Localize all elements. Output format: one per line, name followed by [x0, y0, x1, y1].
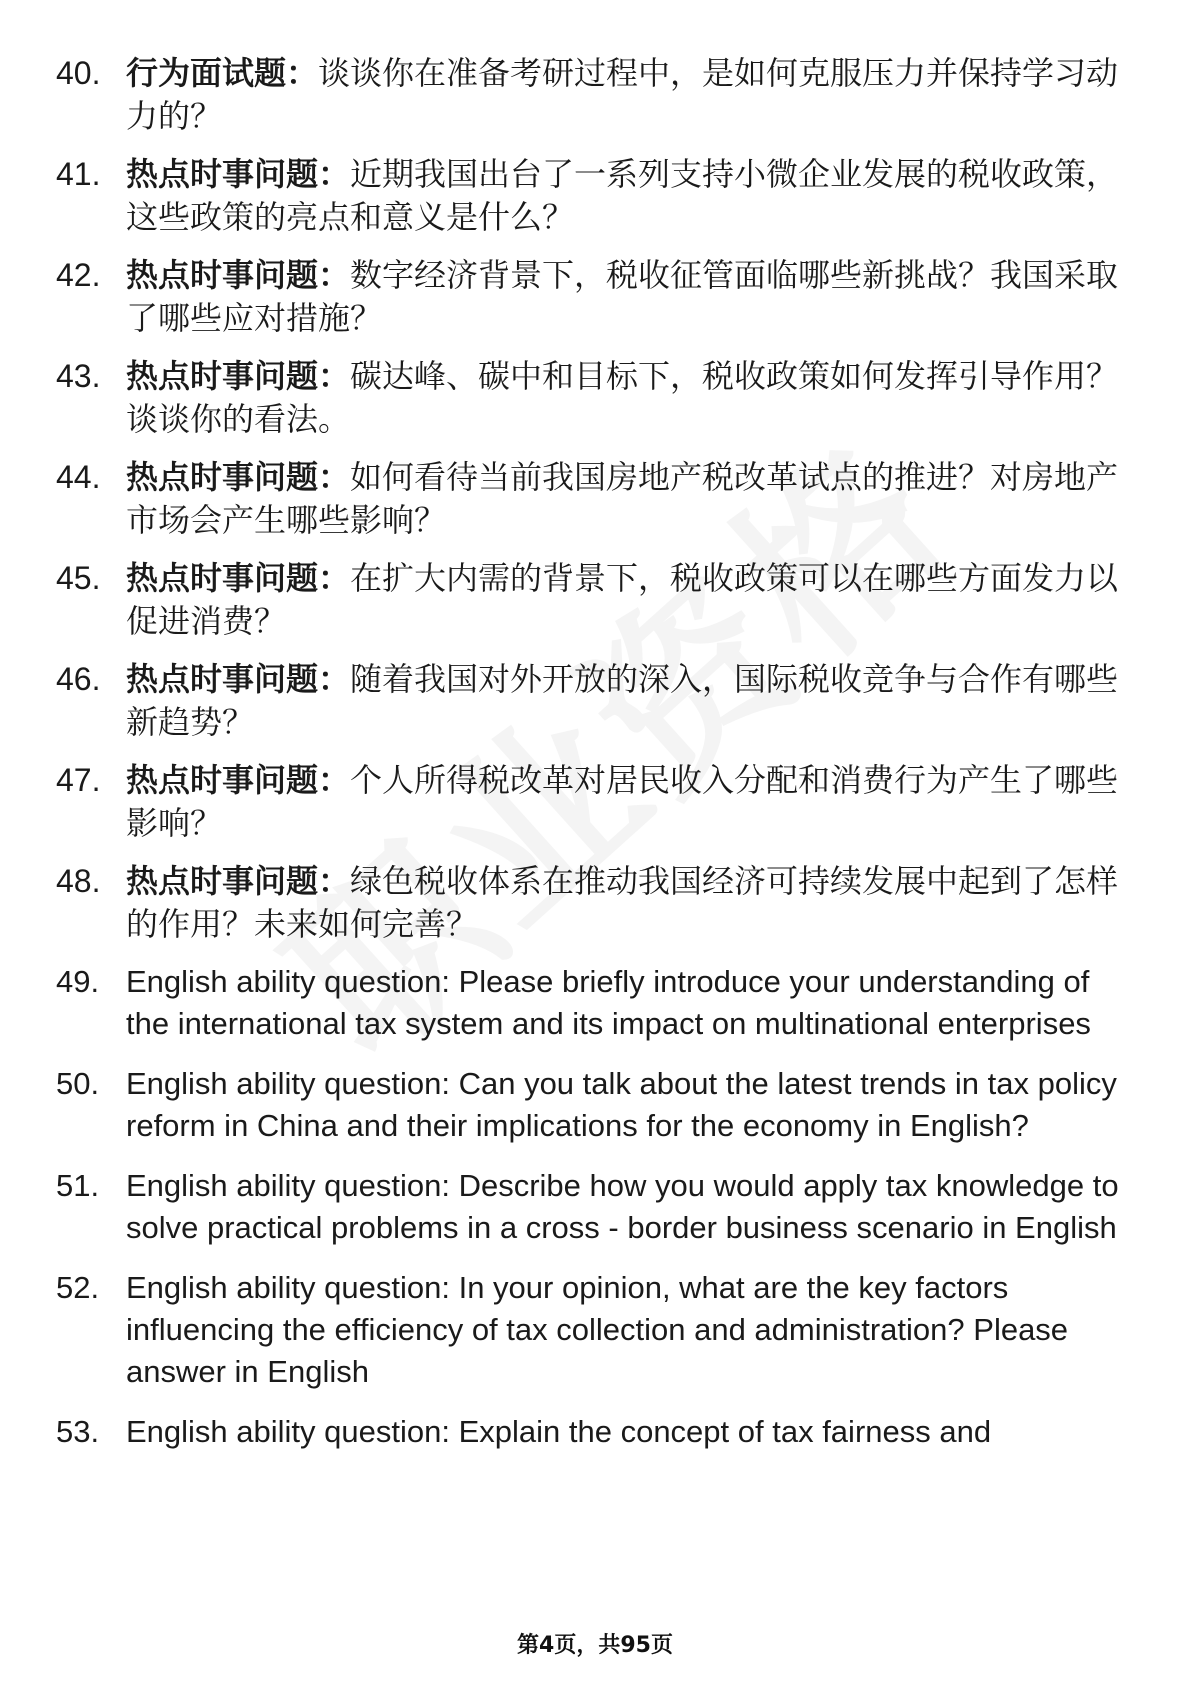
list-item: [56, 456, 1136, 542]
question-type: 行为面试题：: [126, 54, 319, 92]
question-number: 52.: [56, 1270, 100, 1305]
question-list: [56, 52, 1136, 1471]
question-text: English ability question: Can you talk about the latest trends in tax policy reform in China and their implications for the economy in English?: [126, 1066, 1117, 1143]
question-text: 个人所得税改革对居民收入分配和消费行为产生了哪些影响？: [126, 761, 1119, 842]
question-number: 50.: [56, 1066, 100, 1101]
list-item: [56, 961, 1136, 1045]
list-item: [56, 1165, 1136, 1249]
question-body: [126, 860, 1136, 946]
list-item: [56, 1411, 1136, 1453]
question-type: 热点时事问题：: [126, 155, 351, 193]
question-number: 46.: [56, 661, 101, 697]
question-body: [126, 456, 1136, 542]
list-item: [56, 759, 1136, 845]
question-body: [126, 355, 1136, 441]
question-type: 热点时事问题：: [126, 559, 351, 597]
question-text: 随着我国对外开放的深入，国际税收竞争与合作有哪些新趋势？: [126, 660, 1119, 741]
question-number: 48.: [56, 863, 101, 899]
question-text: 谈谈你在准备考研过程中，是如何克服压力并保持学习动力的？: [126, 54, 1119, 135]
question-body: [126, 52, 1136, 138]
question-text: 数字经济背景下，税收征管面临哪些新挑战？我国采取了哪些应对措施？: [126, 256, 1119, 337]
list-item: [56, 254, 1136, 340]
question-number: 45.: [56, 560, 101, 596]
question-number: 42.: [56, 257, 101, 293]
question-number: 40.: [56, 55, 101, 91]
list-item: [56, 557, 1136, 643]
question-number: 44.: [56, 459, 101, 495]
question-text: 绿色税收体系在推动我国经济可持续发展中起到了怎样的作用？未来如何完善？: [126, 862, 1119, 943]
question-text: 在扩大内需的背景下，税收政策可以在哪些方面发力以促进消费？: [126, 559, 1119, 640]
list-item: [56, 1267, 1136, 1393]
question-text: English ability question: Please briefly introduce your understanding of the international tax system and its impact on multinational enterprises: [126, 964, 1091, 1041]
question-number: 47.: [56, 762, 101, 798]
list-item: [56, 355, 1136, 441]
question-type: 热点时事问题：: [126, 862, 351, 900]
question-number: 49.: [56, 964, 100, 999]
question-number: 41.: [56, 156, 101, 192]
question-type: 热点时事问题：: [126, 761, 351, 799]
question-number: 51.: [56, 1168, 100, 1203]
question-body: [126, 759, 1136, 845]
question-type: 热点时事问题：: [126, 256, 351, 294]
page-footer: 第4页，共95页: [517, 1633, 673, 1658]
question-text: English ability question: Explain the concept of tax fairness and: [126, 1414, 992, 1449]
list-item: [56, 52, 1136, 138]
question-number: 53.: [56, 1414, 100, 1449]
question-body: [126, 557, 1136, 643]
question-type: 热点时事问题：: [126, 660, 351, 698]
question-type: 热点时事问题：: [126, 458, 351, 496]
list-item: [56, 153, 1136, 239]
question-type: 热点时事问题：: [126, 357, 351, 395]
question-text: 近期我国出台了一系列支持小微企业发展的税收政策，这些政策的亮点和意义是什么？: [126, 155, 1119, 236]
list-item: [56, 860, 1136, 946]
list-item: [56, 1063, 1136, 1147]
question-text: 碳达峰、碳中和目标下，税收政策如何发挥引导作用？谈谈你的看法。: [126, 357, 1119, 438]
question-number: 43.: [56, 358, 101, 394]
question-text: English ability question: In your opinion, what are the key factors influencing the efficiency of tax collection and administration? Please answer in English: [126, 1270, 1069, 1389]
question-body: [126, 153, 1136, 239]
question-body: [126, 658, 1136, 744]
question-text: English ability question: Describe how you would apply tax knowledge to solve practical problems in a cross - border business scenario in English: [126, 1168, 1119, 1245]
question-text: 如何看待当前我国房地产税改革试点的推进？对房地产市场会产生哪些影响？: [126, 458, 1119, 539]
question-body: [126, 254, 1136, 340]
list-item: [56, 658, 1136, 744]
